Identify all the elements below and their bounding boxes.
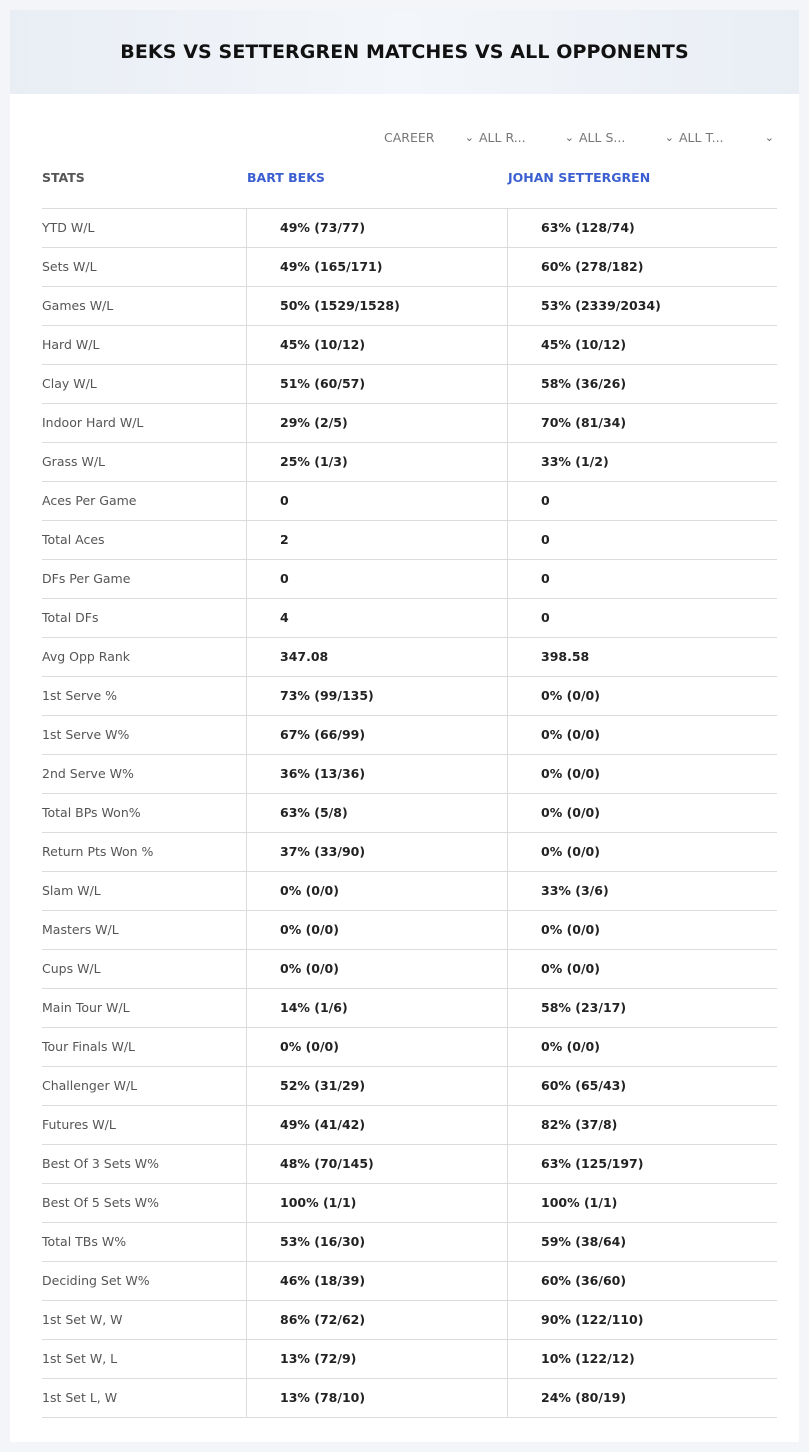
stat-label: Tour Finals W/L xyxy=(42,1039,136,1054)
player2-value: 0% (0/0) xyxy=(507,677,777,715)
filter-tournament-label: ALL T... xyxy=(679,129,724,145)
player1-value: 0% (0/0) xyxy=(246,911,507,949)
chevron-down-icon: ⌄ xyxy=(764,130,774,144)
player2-value: 60% (65/43) xyxy=(507,1067,777,1105)
table-row xyxy=(42,872,777,911)
player2-value: 63% (125/197) xyxy=(507,1145,777,1183)
stat-label: 1st Serve % xyxy=(42,688,118,703)
stats-card xyxy=(10,10,799,1442)
player1-value: 0% (0/0) xyxy=(246,1028,507,1066)
filter-period-label: CAREER xyxy=(384,129,435,145)
player2-value: 0% (0/0) xyxy=(507,911,777,949)
stat-label: Total TBs W% xyxy=(42,1234,127,1249)
table-row xyxy=(42,1184,777,1223)
player1-value: 14% (1/6) xyxy=(246,989,507,1027)
player1-value: 0% (0/0) xyxy=(246,872,507,910)
stat-label: Futures W/L xyxy=(42,1117,116,1132)
table-row xyxy=(42,1379,777,1418)
chevron-down-icon: ⌄ xyxy=(564,130,574,144)
stat-label: Return Pts Won % xyxy=(42,844,154,859)
stat-label: Deciding Set W% xyxy=(42,1273,150,1288)
stat-label: Total BPs Won% xyxy=(42,805,141,820)
table-row xyxy=(42,404,777,443)
table-row xyxy=(42,443,777,482)
table-row xyxy=(42,521,777,560)
table-row xyxy=(42,794,777,833)
player1-value: 86% (72/62) xyxy=(246,1301,507,1339)
player2-value: 0% (0/0) xyxy=(507,950,777,988)
player2-value: 53% (2339/2034) xyxy=(507,287,777,325)
table-row xyxy=(42,599,777,638)
stat-label: Slam W/L xyxy=(42,883,101,898)
stat-label: 2nd Serve W% xyxy=(42,766,134,781)
column-header-player2[interactable]: JOHAN SETTERGREN xyxy=(508,170,651,185)
player2-value: 60% (36/60) xyxy=(507,1262,777,1300)
filter-round-label: ALL R... xyxy=(479,129,526,145)
table-row xyxy=(42,638,777,677)
stat-label: Best Of 3 Sets W% xyxy=(42,1156,160,1171)
player1-value: 50% (1529/1528) xyxy=(246,287,507,325)
table-row xyxy=(42,989,777,1028)
stat-label: Best Of 5 Sets W% xyxy=(42,1195,160,1210)
filter-surface-select[interactable] xyxy=(579,127,674,147)
column-header-stats: STATS xyxy=(42,170,85,185)
player2-value: 398.58 xyxy=(507,638,777,676)
player2-value: 0 xyxy=(507,482,777,520)
table-row xyxy=(42,248,777,287)
page-title: BEKS VS SETTERGREN MATCHES VS ALL OPPONENTS xyxy=(120,41,689,63)
player2-value: 63% (128/74) xyxy=(507,209,777,247)
stat-label: YTD W/L xyxy=(42,220,95,235)
stat-label: Avg Opp Rank xyxy=(42,649,131,664)
stat-label: Games W/L xyxy=(42,298,114,313)
player1-value: 0 xyxy=(246,482,507,520)
player1-value: 100% (1/1) xyxy=(246,1184,507,1222)
player2-value: 100% (1/1) xyxy=(507,1184,777,1222)
stat-label: Sets W/L xyxy=(42,259,97,274)
stat-label: Main Tour W/L xyxy=(42,1000,130,1015)
player2-value: 59% (38/64) xyxy=(507,1223,777,1261)
table-row xyxy=(42,1067,777,1106)
table-row xyxy=(42,1145,777,1184)
player2-value: 0 xyxy=(507,599,777,637)
player2-value: 60% (278/182) xyxy=(507,248,777,286)
table-row xyxy=(42,677,777,716)
player1-value: 25% (1/3) xyxy=(246,443,507,481)
filter-period-select[interactable] xyxy=(384,127,474,147)
table-row xyxy=(42,482,777,521)
stat-label: 1st Serve W% xyxy=(42,727,130,742)
player2-value: 10% (122/12) xyxy=(507,1340,777,1378)
player1-value: 46% (18/39) xyxy=(246,1262,507,1300)
player1-value: 13% (72/9) xyxy=(246,1340,507,1378)
stat-label: Total DFs xyxy=(42,610,99,625)
player1-value: 48% (70/145) xyxy=(246,1145,507,1183)
player1-value: 49% (165/171) xyxy=(246,248,507,286)
player2-value: 90% (122/110) xyxy=(507,1301,777,1339)
player2-value: 33% (1/2) xyxy=(507,443,777,481)
stat-label: Total Aces xyxy=(42,532,105,547)
stat-label: Grass W/L xyxy=(42,454,106,469)
table-row xyxy=(42,1301,777,1340)
player1-value: 13% (78/10) xyxy=(246,1379,507,1417)
player1-value: 2 xyxy=(246,521,507,559)
chevron-down-icon: ⌄ xyxy=(664,130,674,144)
player1-value: 67% (66/99) xyxy=(246,716,507,754)
player1-value: 49% (41/42) xyxy=(246,1106,507,1144)
stat-label: Hard W/L xyxy=(42,337,100,352)
table-row xyxy=(42,1106,777,1145)
table-row xyxy=(42,716,777,755)
filter-round-select[interactable] xyxy=(479,127,574,147)
table-row xyxy=(42,560,777,599)
player2-value: 58% (36/26) xyxy=(507,365,777,403)
stat-label: Challenger W/L xyxy=(42,1078,138,1093)
player1-value: 73% (99/135) xyxy=(246,677,507,715)
player1-value: 4 xyxy=(246,599,507,637)
table-row xyxy=(42,1262,777,1301)
player1-value: 0 xyxy=(246,560,507,598)
table-row xyxy=(42,1028,777,1067)
player2-value: 0 xyxy=(507,521,777,559)
stat-label: Masters W/L xyxy=(42,922,119,937)
player1-value: 36% (13/36) xyxy=(246,755,507,793)
table-row xyxy=(42,950,777,989)
stats-table xyxy=(42,208,777,1418)
player1-value: 347.08 xyxy=(246,638,507,676)
player2-value: 70% (81/34) xyxy=(507,404,777,442)
player1-value: 63% (5/8) xyxy=(246,794,507,832)
player2-value: 82% (37/8) xyxy=(507,1106,777,1144)
player1-value: 51% (60/57) xyxy=(246,365,507,403)
player1-value: 49% (73/77) xyxy=(246,209,507,247)
stat-label: 1st Set W, L xyxy=(42,1351,118,1366)
table-row xyxy=(42,755,777,794)
stat-label: 1st Set W, W xyxy=(42,1312,123,1327)
chevron-down-icon: ⌄ xyxy=(464,130,474,144)
player2-value: 0% (0/0) xyxy=(507,794,777,832)
stat-label: Indoor Hard W/L xyxy=(42,415,144,430)
player1-value: 37% (33/90) xyxy=(246,833,507,871)
player1-value: 45% (10/12) xyxy=(246,326,507,364)
table-row xyxy=(42,1340,777,1379)
stat-label: Aces Per Game xyxy=(42,493,137,508)
stat-label: Clay W/L xyxy=(42,376,97,391)
player1-value: 0% (0/0) xyxy=(246,950,507,988)
table-row xyxy=(42,911,777,950)
table-row xyxy=(42,326,777,365)
player2-value: 33% (3/6) xyxy=(507,872,777,910)
player2-value: 45% (10/12) xyxy=(507,326,777,364)
player2-value: 0% (0/0) xyxy=(507,833,777,871)
table-row xyxy=(42,365,777,404)
player1-value: 29% (2/5) xyxy=(246,404,507,442)
stat-label: 1st Set L, W xyxy=(42,1390,118,1405)
player2-value: 0% (0/0) xyxy=(507,716,777,754)
player2-value: 0 xyxy=(507,560,777,598)
player2-value: 58% (23/17) xyxy=(507,989,777,1027)
table-row xyxy=(42,833,777,872)
table-row xyxy=(42,287,777,326)
filter-surface-label: ALL S... xyxy=(579,129,626,145)
header xyxy=(10,10,799,94)
player1-value: 53% (16/30) xyxy=(246,1223,507,1261)
stat-label: DFs Per Game xyxy=(42,571,131,586)
column-header-player1[interactable]: BART BEKS xyxy=(247,170,325,185)
player2-value: 0% (0/0) xyxy=(507,1028,777,1066)
table-row xyxy=(42,1223,777,1262)
filter-tournament-select[interactable] xyxy=(679,127,774,147)
player1-value: 52% (31/29) xyxy=(246,1067,507,1105)
filter-bar xyxy=(382,127,777,147)
table-row xyxy=(42,209,777,248)
player2-value: 0% (0/0) xyxy=(507,755,777,793)
stat-label: Cups W/L xyxy=(42,961,101,976)
player2-value: 24% (80/19) xyxy=(507,1379,777,1417)
